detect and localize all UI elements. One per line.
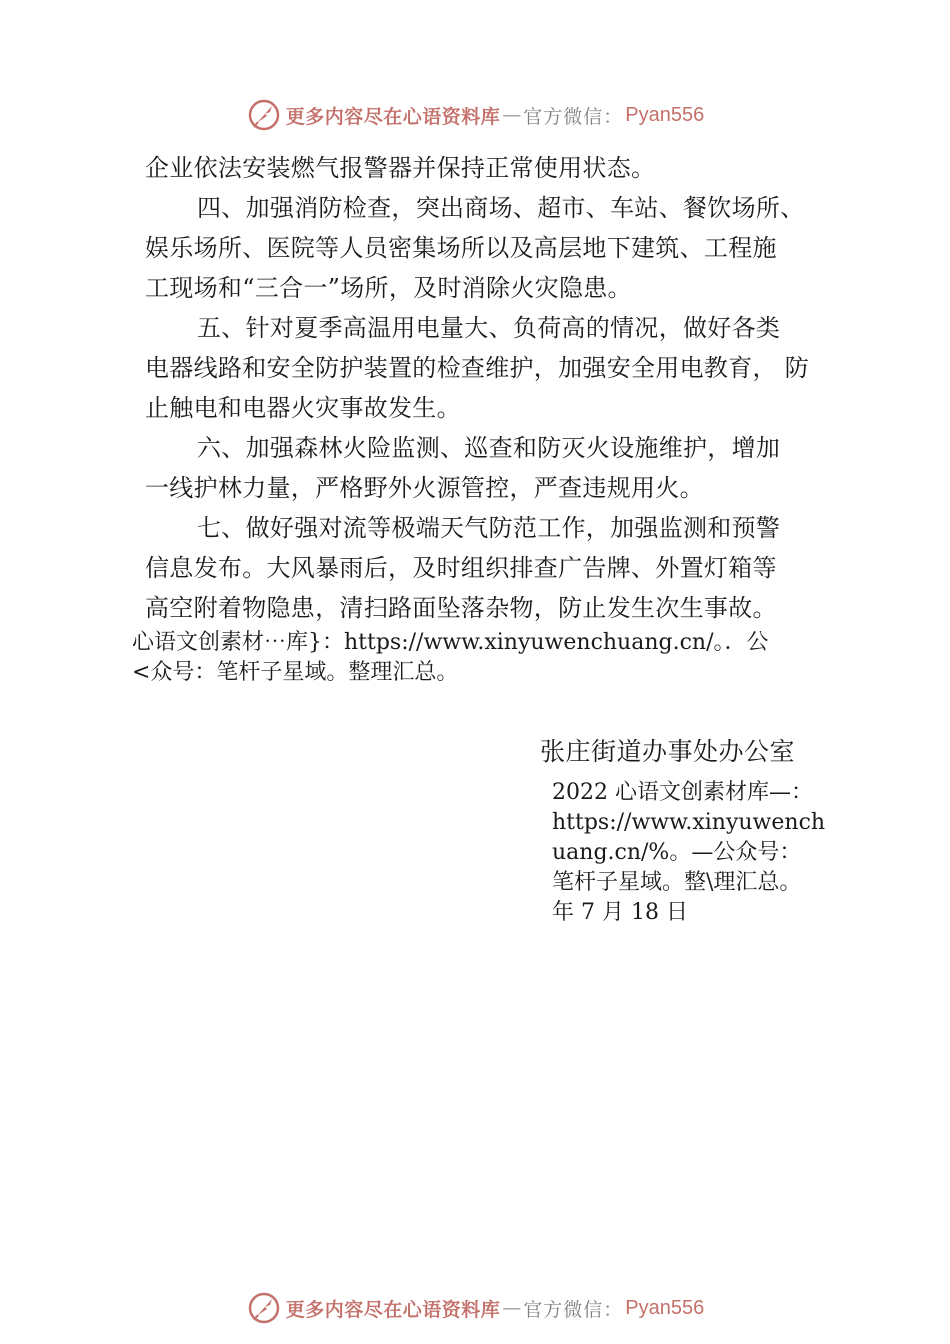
banner-official-label: 官方微信： (523, 105, 624, 128)
signature-office: 张庄街道办事处办公室 (540, 737, 796, 766)
document-body (145, 148, 825, 628)
banner-wechat-id: Pyan556 (625, 1296, 705, 1319)
body-line: 一线护林力量，严格野外火源管控，严查违规用火。 (145, 474, 704, 502)
header-banner (0, 95, 950, 135)
body-line: 娱乐场所、医院等人员密集场所以及高层地下建筑、工程施 (145, 234, 777, 262)
date-line: 年 7 月 18 日 (552, 900, 688, 925)
date-line: 2022 心语文创素材库—： (552, 780, 813, 805)
banner-main-text: 更多内容尽在心语资料库 (285, 105, 501, 128)
banner-separator: — (502, 104, 522, 126)
date-line: https://www.xinyuwench (552, 810, 826, 835)
body-line: 信息发布。大风暴雨后，及时组织排查广告牌、外置灯箱等 (145, 554, 777, 582)
body-line: 工现场和“三合一”场所，及时消除火灾隐患。 (145, 274, 632, 302)
body-line: 五、针对夏季高温用电量大、负荷高的情况，做好各类 (197, 314, 781, 342)
body-line: 四、加强消防检查，突出商场、超市、车站、餐饮场所、 (197, 194, 805, 222)
banner-separator: — (502, 1297, 522, 1319)
body-line: 七、做好强对流等极端天气防范工作，加强监测和预警 (197, 514, 781, 542)
banner-main-text: 更多内容尽在心语资料库 (285, 1298, 501, 1321)
footer-banner (0, 1288, 950, 1328)
date-block (552, 778, 852, 928)
body-line: 高空附着物隐患，清扫路面坠落杂物，防止发生次生事故。 (145, 594, 777, 622)
date-line: uang.cn/%。—公众号： (552, 840, 802, 865)
source-note-line: 心语文创素材⋯库}：https://www.xinyuwenchuang.cn/。．公 (132, 630, 769, 655)
body-line: 电器线路和安全防护装置的检查维护，加强安全用电教育， 防 (145, 354, 810, 382)
banner-wechat-id: Pyan556 (625, 103, 705, 126)
body-line: 止触电和电器火灾事故发生。 (145, 394, 461, 422)
source-note (132, 628, 832, 688)
source-note-line: <众号：笔杆子星域。整理汇总。 (132, 660, 459, 685)
feather-pen-circle-icon (246, 1290, 282, 1326)
body-line: 企业依法安装燃气报警器并保持正常使用状态。 (145, 154, 656, 182)
banner-official-label: 官方微信： (523, 1298, 624, 1321)
date-line: 笔杆子星域。整\理汇总。 (552, 870, 802, 895)
feather-pen-circle-icon (246, 97, 282, 133)
body-line: 六、加强森林火险监测、巡查和防灭火设施维护，增加 (197, 434, 781, 462)
